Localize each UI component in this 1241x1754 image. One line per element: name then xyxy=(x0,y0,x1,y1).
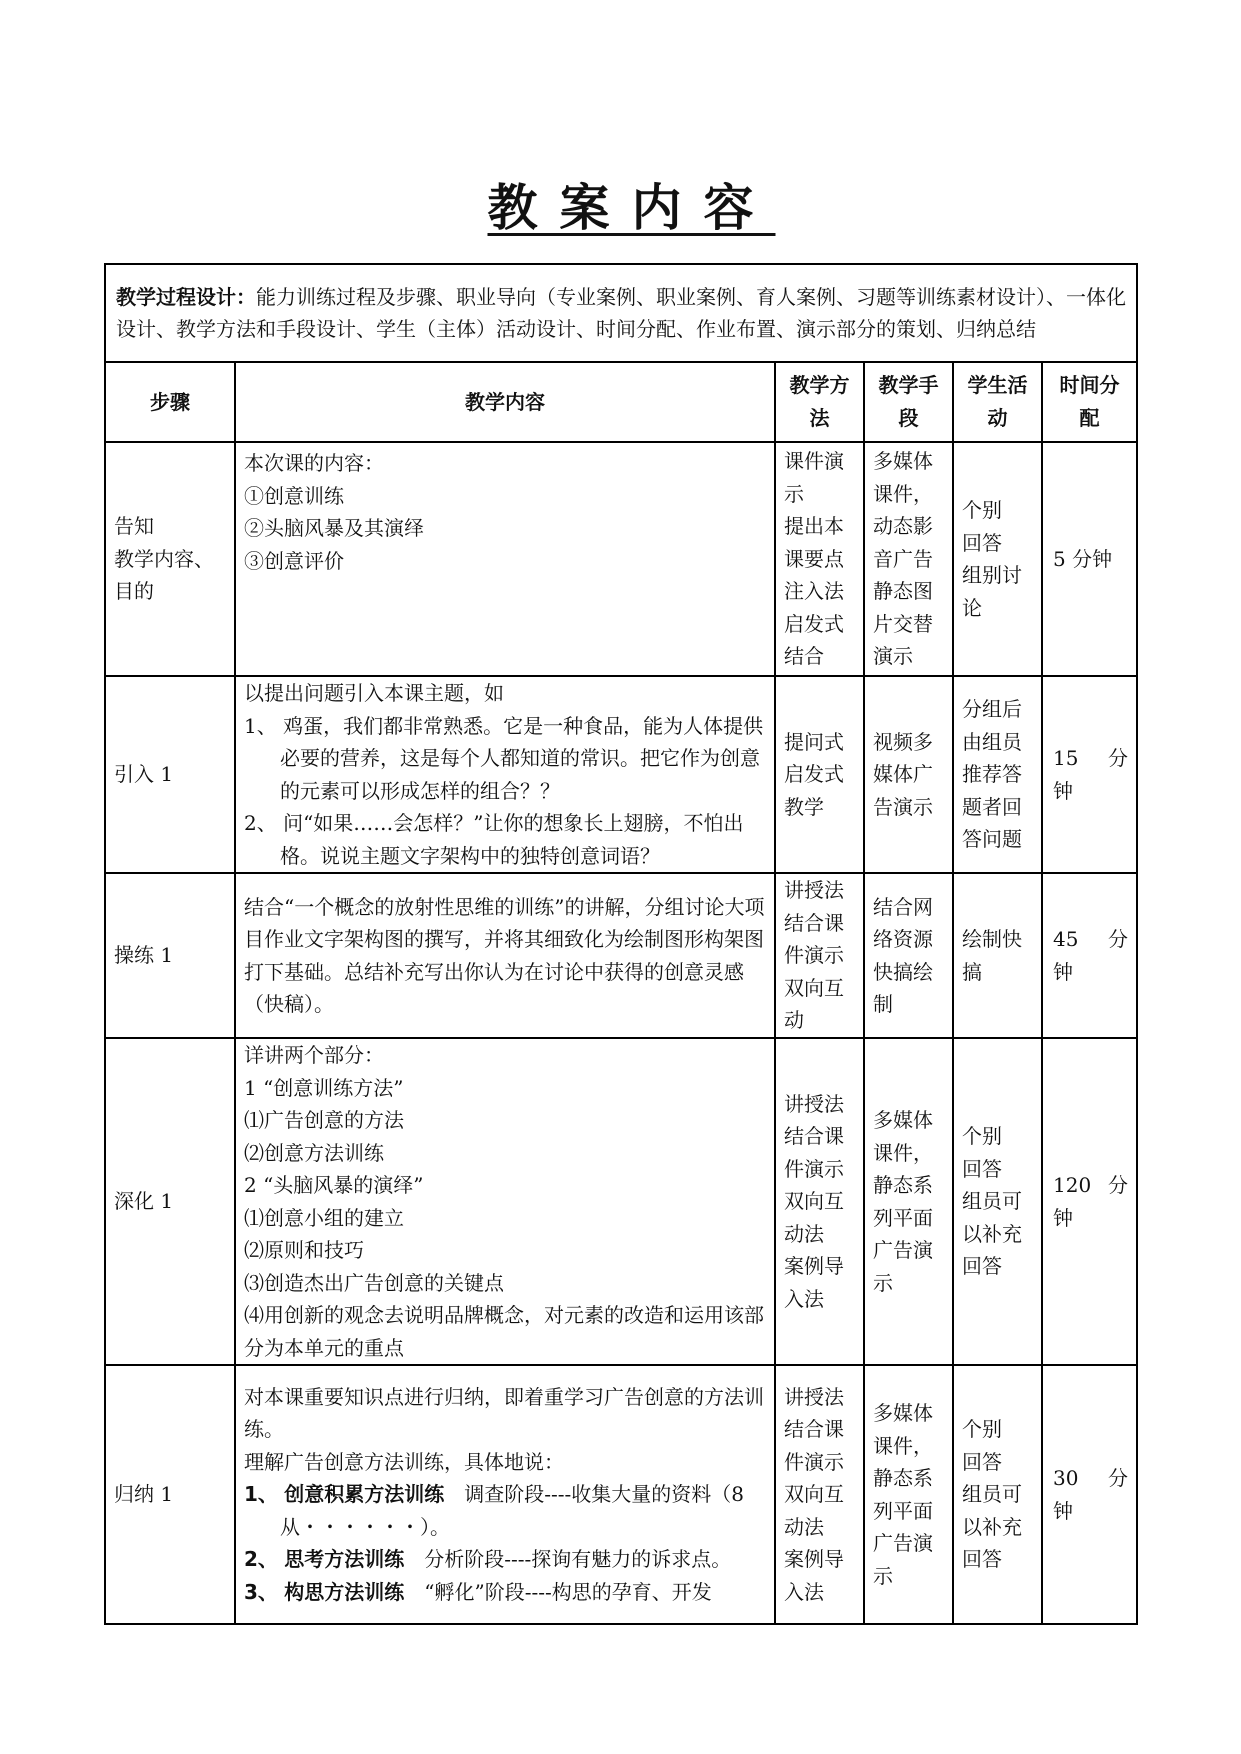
table-row xyxy=(105,1365,1137,1624)
row-means: 多媒体课件， 静态系列平面广告演示 xyxy=(864,1365,953,1624)
row-time: 5 分钟 xyxy=(1042,442,1137,676)
row-content xyxy=(235,442,775,676)
row-step: 归纳 1 xyxy=(105,1365,235,1624)
row-step: 告知 教学内容、目的 xyxy=(105,442,235,676)
content-line: 2 “头脑风暴的演绎” xyxy=(244,1173,424,1197)
row-means: 视频多媒体广告演示 xyxy=(864,676,953,873)
row-content xyxy=(235,676,775,873)
item-number: 1、 xyxy=(244,1482,278,1507)
time-unit-2: 钟 xyxy=(1053,1498,1073,1523)
row-time xyxy=(1042,1038,1137,1365)
row-step: 引入 1 xyxy=(105,676,235,873)
time-value: 15 xyxy=(1053,746,1079,770)
content-line: ⑷用创新的观念去说明品牌概念，对元素的改造和运用该部分为本单元的重点 xyxy=(244,1303,764,1360)
row-method: 讲授法结合课件演示 双向互动 xyxy=(775,873,864,1038)
content-line: 理解广告创意方法训练，具体地说： xyxy=(244,1449,564,1474)
time-value: 45 xyxy=(1053,927,1079,951)
content-line: ⑶创造杰出广告创意的关键点 xyxy=(244,1270,504,1295)
row-method: 提问式 启发式 教学 xyxy=(775,676,864,873)
item-number: 2、 xyxy=(244,1547,278,1572)
table-row xyxy=(105,873,1137,1038)
content-item xyxy=(244,1576,766,1609)
time-unit: 分 xyxy=(1108,746,1129,770)
item-text: 分析阶段----探询有魅力的诉求点。 xyxy=(404,1547,732,1572)
row-activity: 个别 回答 组员可以补充回答 xyxy=(953,1038,1042,1365)
item-title: 构思方法训练 xyxy=(284,1579,405,1604)
row-content xyxy=(235,1365,775,1624)
row-step: 操练 1 xyxy=(105,873,235,1038)
content-line: 1、 鸡蛋，我们都非常熟悉。它是一种食品，能为人体提供必要的营养，这是每个人都知道的常识。把它作为创意的元素可以形成怎样的组合？？ xyxy=(244,713,764,803)
content-line: 本次课的内容： xyxy=(244,451,384,475)
row-time xyxy=(1042,873,1137,1038)
page-title: 教案内容 xyxy=(487,178,776,237)
row-method: 讲授法结合课件演示 双向互动法 案例导入法 xyxy=(775,1038,864,1365)
content-line: ⑴创意小组的建立 xyxy=(244,1205,404,1230)
item-text: 调查阶段----收集大量的资料（8 从・・・・・・）。 xyxy=(280,1482,745,1539)
time-value: 30 xyxy=(1053,1466,1079,1490)
row-method: 课件演示 提出本课要点 注入法 启发式结合 xyxy=(775,442,864,676)
content-line: 对本课重要知识点进行归纳，即着重学习广告创意的方法训练。 xyxy=(244,1384,764,1442)
content-item xyxy=(244,1543,766,1576)
table-row xyxy=(105,1038,1137,1365)
lesson-plan-table xyxy=(104,263,1138,1625)
header-method: 教学方法 xyxy=(775,362,864,442)
header-time: 时间分配 xyxy=(1042,362,1137,442)
content-line: ①创意训练 xyxy=(244,483,344,508)
item-title: 创意积累方法训练 xyxy=(284,1482,445,1507)
content-line: ⑵原则和技巧 xyxy=(244,1238,364,1262)
content-item xyxy=(244,1478,766,1543)
content-line: 1 “创意训练方法” xyxy=(244,1075,404,1100)
time-unit-2: 钟 xyxy=(1053,1205,1073,1230)
table-row xyxy=(105,676,1137,873)
header-activity: 学生活动 xyxy=(953,362,1042,442)
content-line: ⑵创意方法训练 xyxy=(244,1140,384,1165)
row-activity: 个别 回答 组员可以补充回答 xyxy=(953,1365,1042,1624)
row-activity: 分组后由组员推荐答题者回答问题 xyxy=(953,676,1042,873)
item-text: “孵化”阶段----构思的孕育、开发 xyxy=(404,1579,712,1604)
row-means: 多媒体课件， 静态系列平面广告演示 xyxy=(864,1038,953,1365)
content-line: 详讲两个部分： xyxy=(244,1043,384,1067)
content-line: ⑴广告创意的方法 xyxy=(244,1108,404,1132)
table-row xyxy=(105,442,1137,676)
design-intro-text: 能力训练过程及步骤、职业导向（专业案例、职业案例、育人案例、习题等训练素材设计）、一体化设计、教学方法和手段设计、学生（主体）活动设计、时间分配、作业布置、演示部分的策划、归纳总结 xyxy=(116,284,1127,341)
item-number: 3、 xyxy=(244,1579,278,1604)
row-time xyxy=(1042,1365,1137,1624)
content-line: 2、 问“如果……会怎样？”让你的想象长上翅膀，不怕出格。说说主题文字架构中的独特创意词语？ xyxy=(244,811,744,868)
header-content: 教学内容 xyxy=(235,362,775,442)
header-means: 教学手段 xyxy=(864,362,953,442)
row-step: 深化 1 xyxy=(105,1038,235,1365)
time-unit-2: 钟 xyxy=(1053,778,1073,803)
content-line: ③创意评价 xyxy=(244,548,344,573)
row-method: 讲授法结合课件演示 双向互动法 案例导入法 xyxy=(775,1365,864,1624)
design-intro xyxy=(105,264,1137,362)
row-means: 结合网络资源快搞绘制 xyxy=(864,873,953,1038)
row-content xyxy=(235,1038,775,1365)
item-title: 思考方法训练 xyxy=(284,1547,405,1572)
content-line: 结合“一个概念的放射性思维的训练”的讲解，分组讨论大项目作业文字架构图的撰写，并将其细致化为绘制图形构架图打下基础。总结补充写出你认为在讨论中获得的创意灵感（快稿）。 xyxy=(244,894,765,1016)
time-unit: 分 xyxy=(1108,1173,1129,1197)
row-means: 多媒体课件， 动态影音广告 静态图片交替演示 xyxy=(864,442,953,676)
time-unit: 分 xyxy=(1108,1466,1129,1490)
row-content xyxy=(235,873,775,1038)
time-value: 120 xyxy=(1053,1173,1092,1197)
content-line: ②头脑风暴及其演绎 xyxy=(244,516,424,540)
time-unit: 分 xyxy=(1108,927,1129,951)
row-activity: 个别 回答 组别讨论 xyxy=(953,442,1042,676)
row-time xyxy=(1042,676,1137,873)
design-intro-label: 教学过程设计： xyxy=(116,284,257,309)
time-unit-2: 钟 xyxy=(1053,959,1073,984)
content-line: 以提出问题引入本课主题，如 xyxy=(244,681,504,705)
row-activity: 绘制快搞 xyxy=(953,873,1042,1038)
header-step: 步骤 xyxy=(105,362,235,442)
